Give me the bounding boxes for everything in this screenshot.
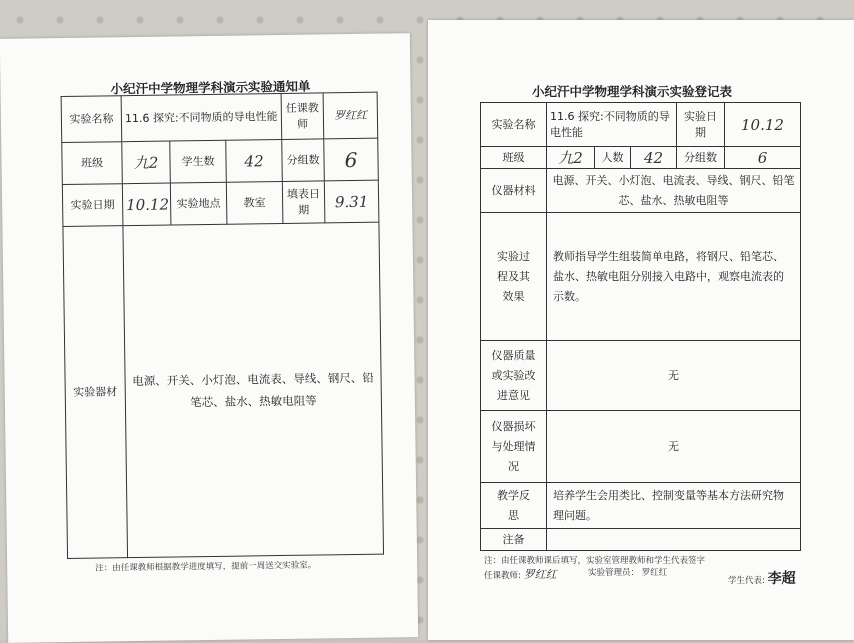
r-instrument-value: 电源、开关、小灯泡、电流表、导线、钢尺、铅笔芯、盐水、热敏电阻等 bbox=[547, 169, 801, 213]
r-exp-name-value: 11.6 探究:不同物质的导电性能 bbox=[547, 103, 677, 147]
r-instrument-label: 仪器材料 bbox=[481, 169, 547, 213]
r-date-value: 10.12 bbox=[725, 103, 801, 147]
r-group-label: 分组数 bbox=[677, 147, 725, 169]
r-date-label: 实验日期 bbox=[677, 103, 725, 147]
group-count-label: 分组数 bbox=[282, 139, 325, 182]
class-value: 九2 bbox=[122, 141, 171, 184]
r-quality-value: 无 bbox=[547, 341, 801, 411]
register-form-note: 注：由任课教师课后填写，实验室管理教师和学生代表签字 bbox=[484, 556, 706, 566]
fill-date-value: 9.31 bbox=[324, 180, 379, 223]
notice-form-sheet bbox=[0, 33, 418, 643]
register-form-sheet bbox=[428, 20, 854, 640]
r-people-label: 人数 bbox=[595, 147, 631, 169]
r-group-value: 6 bbox=[725, 147, 801, 169]
place-value: 教室 bbox=[226, 181, 283, 224]
manager-label: 实验管理员： bbox=[588, 568, 640, 578]
r-exp-name-label: 实验名称 bbox=[481, 103, 547, 147]
student-rep-label: 学生代表: bbox=[728, 576, 765, 586]
r-quality-label: 仪器质量或实验改进意见 bbox=[481, 341, 547, 411]
exp-name-value: 11.6 探究:不同物质的导电性能 bbox=[121, 93, 282, 141]
date-value: 10.12 bbox=[122, 183, 171, 226]
notice-form-table bbox=[61, 92, 384, 559]
register-form-title: 小纪汗中学物理学科演示实验登记表 bbox=[532, 84, 733, 99]
r-process-value: 教师指导学生组装简单电路，将钢尺、铅笔芯、盐水、热敏电阻分别接入电路中，观察电流表的示数。 bbox=[547, 213, 801, 341]
fill-date-label: 填表日期 bbox=[282, 181, 325, 224]
r-people-value: 42 bbox=[631, 147, 677, 169]
notice-form-title: 小纪汗中学物理学科演示实验通知单 bbox=[110, 78, 311, 97]
r-damage-label: 仪器损坏与处理情况 bbox=[481, 411, 547, 483]
exp-name-label: 实验名称 bbox=[61, 96, 122, 143]
r-class-label: 班级 bbox=[481, 147, 547, 169]
r-remark-value bbox=[547, 529, 801, 551]
teacher-signature-row bbox=[484, 566, 557, 582]
place-label: 实验地点 bbox=[170, 182, 227, 225]
teacher-value: 罗红红 bbox=[323, 92, 378, 139]
group-count-value: 6 bbox=[324, 138, 379, 181]
r-class-value: 九2 bbox=[547, 147, 595, 169]
teacher-sig-label: 任课教师: bbox=[484, 571, 521, 581]
r-damage-value: 无 bbox=[547, 411, 801, 483]
student-count-label: 学生数 bbox=[170, 140, 227, 183]
equipment-value: 电源、开关、小灯泡、电流表、导线、钢尺、铅笔芯、盐水、热敏电阻等 bbox=[123, 222, 384, 558]
r-process-label: 实验过程及其效果 bbox=[481, 213, 547, 341]
register-form-table bbox=[480, 102, 801, 551]
r-remark-label: 注备 bbox=[481, 529, 547, 551]
manager-signature-row bbox=[588, 566, 667, 578]
date-label: 实验日期 bbox=[62, 184, 123, 227]
notice-form-note: 注：由任课教师根据教学进度填写，提前一周送交实验室。 bbox=[95, 560, 317, 574]
student-count-value: 42 bbox=[226, 139, 283, 182]
teacher-sig-value: 罗红红 bbox=[523, 568, 557, 581]
student-rep-value: 李超 bbox=[767, 571, 796, 587]
class-label: 班级 bbox=[62, 142, 123, 185]
r-reflection-label: 教学反思 bbox=[481, 483, 547, 529]
equipment-label: 实验器材 bbox=[63, 226, 128, 559]
r-reflection-value: 培养学生会用类比、控制变量等基本方法研究物理问题。 bbox=[547, 483, 801, 529]
student-rep-row bbox=[728, 568, 796, 588]
teacher-label: 任课教师 bbox=[281, 93, 324, 140]
manager-value: 罗红红 bbox=[641, 568, 668, 578]
